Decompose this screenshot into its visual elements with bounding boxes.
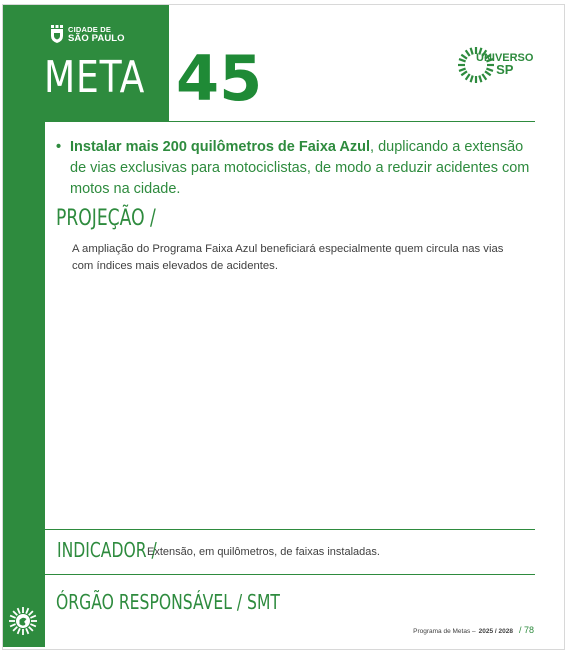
indicator-divider-top: [45, 529, 535, 530]
universo-logo-line2: SP: [496, 62, 514, 77]
city-logo: [50, 23, 125, 45]
responsible-title: ÓRGÃO RESPONSÁVEL / SMT: [56, 590, 280, 614]
goal-bullet: •: [56, 139, 62, 155]
responsible-divider: [3, 574, 535, 575]
footer: [413, 625, 534, 635]
footer-years: 2025 / 2028: [478, 628, 513, 635]
page-number: / 78: [518, 625, 534, 635]
meta-label: META: [44, 52, 146, 103]
goal-bold-text: Instalar mais 200 quilômetros de Faixa Azul: [70, 139, 371, 155]
projection-title: PROJEÇÃO /: [56, 206, 156, 231]
city-logo-text: [68, 25, 125, 43]
meta-number: 45: [176, 42, 263, 115]
projection-text: A ampliação do Programa Faixa Azul beneficiará especialmente quem circula nas vias com índices mais elevados de acidentes.: [72, 243, 504, 272]
indicator-title: INDICADOR /: [57, 538, 157, 562]
goal-statement: [56, 137, 534, 200]
goal-text: [70, 137, 534, 200]
goal-rest-text: , duplicando a extensão de vias exclusivas para motociclistas, de modo a reduzir acidentes com motos na cidade.: [70, 139, 530, 197]
universo-logo-line1: UNIVERSO: [476, 52, 534, 64]
city-crest-icon: [50, 25, 64, 43]
left-green-bar: [3, 121, 45, 647]
city-logo-line1: CIDADE DE: [68, 25, 112, 34]
universo-sp-logo-text: [476, 53, 533, 75]
footer-program: Programa de Metas –: [413, 628, 476, 635]
header-divider: [45, 121, 535, 122]
city-logo-line2: SÃO PAULO: [68, 33, 125, 44]
universo-sp-badge-icon: [7, 605, 39, 637]
indicator-description: Extensão, em quilômetros, de faixas instaladas.: [147, 546, 380, 558]
